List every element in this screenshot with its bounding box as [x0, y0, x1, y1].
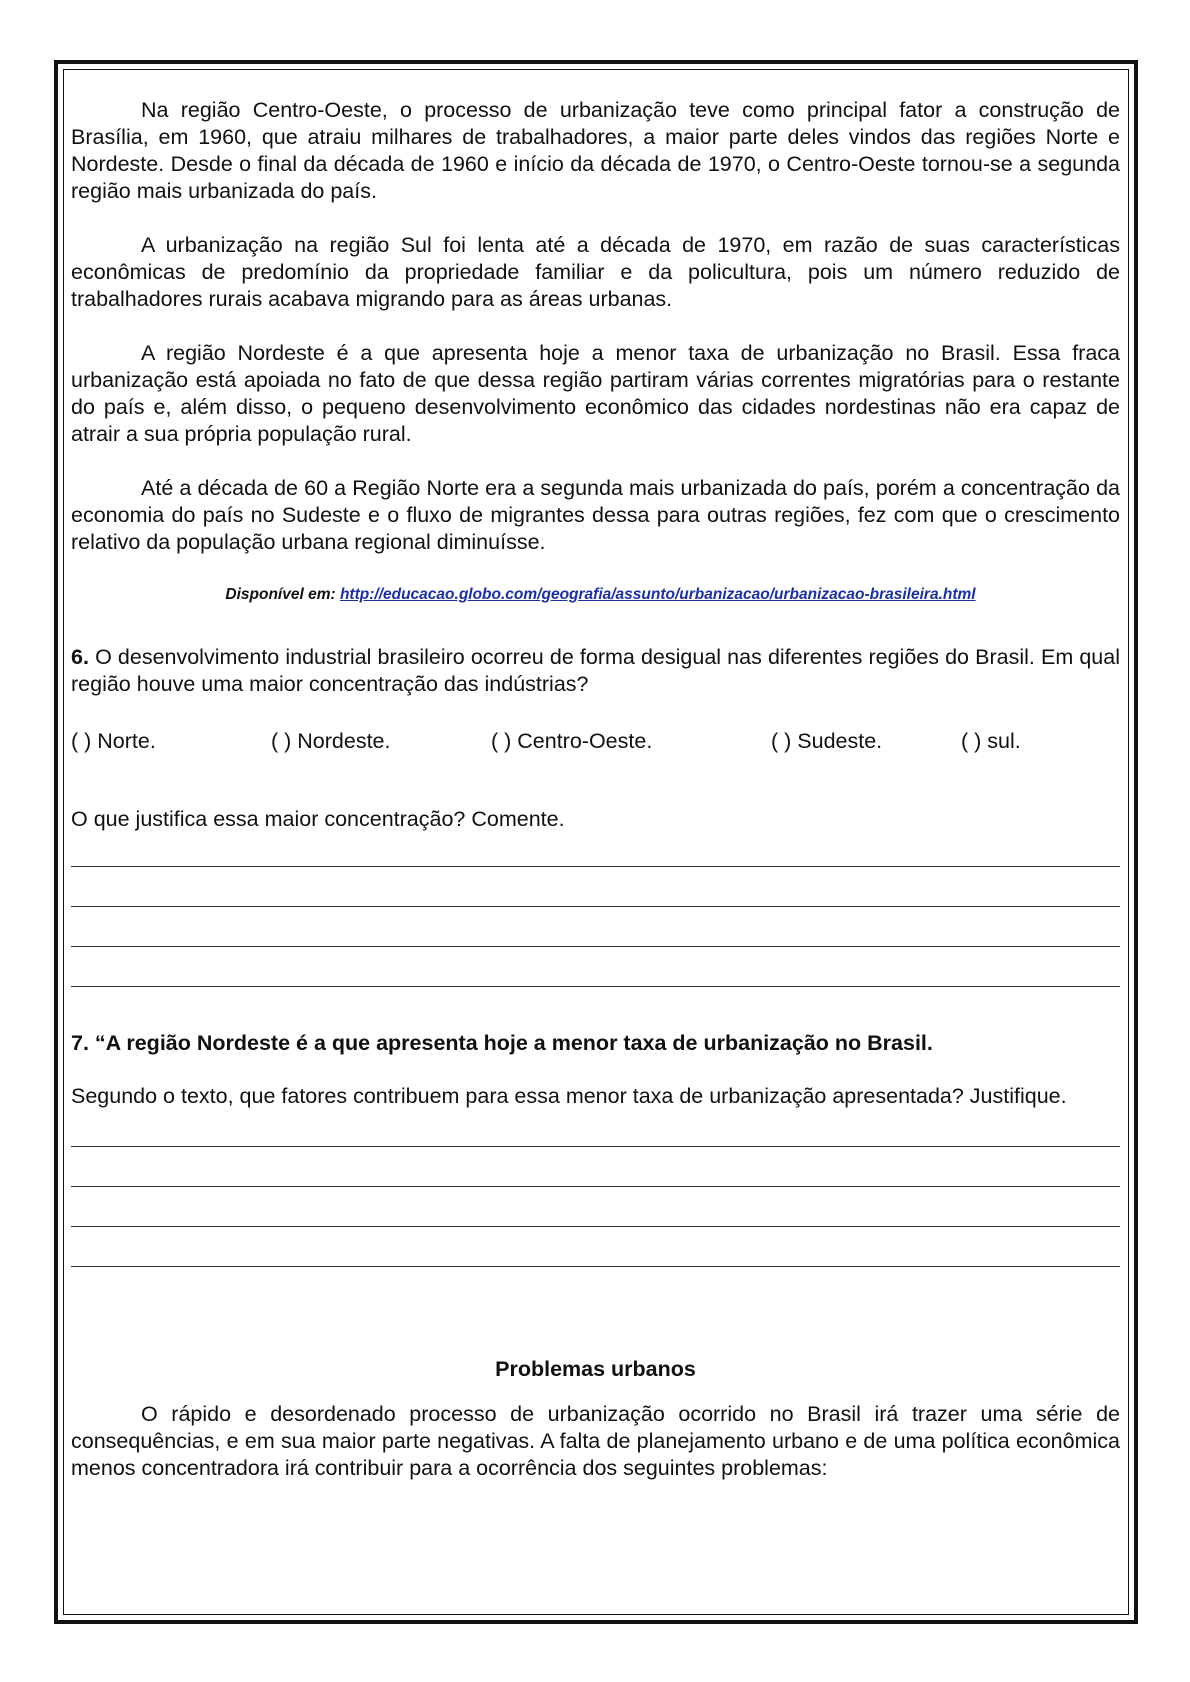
- option-norte[interactable]: ( ) Norte.: [71, 729, 156, 753]
- source-link[interactable]: http://educacao.globo.com/geografia/assunto/urbanizacao/urbanizacao-brasileira.html: [339, 586, 976, 603]
- worksheet-content: [71, 97, 1120, 1482]
- source-label: Disponível em:: [225, 586, 336, 603]
- paragraph-norte: Até a década de 60 a Região Norte era a segunda mais urbanizada do país, porém a concentração da economia do país no Sudeste e o fluxo de migrantes dessa para outras regiões, fez com que o crescimento relativo da população urbana regional diminuísse.: [71, 476, 1120, 554]
- section-heading: Problemas urbanos: [495, 1357, 696, 1381]
- question-6-options: [71, 728, 1120, 756]
- source-citation: [71, 581, 1120, 608]
- paragraph-nordeste: A região Nordeste é a que apresenta hoje a menor taxa de urbanização no Brasil. Essa fraca urbanização está apoiada no fato de que dessa região partiram várias correntes migratórias para o restante do país e, além disso, o pequeno desenvolvimento econômico das cidades nordestinas não era capaz de atrair a sua própria população rural.: [71, 341, 1120, 446]
- answer-line[interactable]: [71, 1186, 1120, 1187]
- section-paragraph: O rápido e desordenado processo de urbanização ocorrido no Brasil irá trazer uma série de consequências, e em sua maior parte negativas. A falta de planejamento urbano e de uma política econômica menos concentradora irá contribuir para a ocorrência dos seguintes problemas:: [71, 1402, 1120, 1480]
- option-centro-oeste[interactable]: ( ) Centro-Oeste.: [491, 729, 653, 753]
- question-6-number: 6.: [71, 645, 89, 669]
- answer-line[interactable]: [71, 906, 1120, 907]
- option-nordeste[interactable]: ( ) Nordeste.: [271, 729, 391, 753]
- option-sul[interactable]: ( ) sul.: [961, 729, 1021, 753]
- answer-line[interactable]: [71, 1226, 1120, 1227]
- answer-line[interactable]: [71, 986, 1120, 987]
- paragraph-sul: A urbanização na região Sul foi lenta até a década de 1970, em razão de suas características econômicas de predomínio da propriedade familiar e da policultura, pois um número reduzido de trabalhadores rurais acabava migrando para as áreas urbanas.: [71, 233, 1120, 311]
- answer-line[interactable]: [71, 1266, 1120, 1267]
- paragraph-centro-oeste: Na região Centro-Oeste, o processo de urbanização teve como principal fator a construção de Brasília, em 1960, que atraiu milhares de trabalhadores, a maior parte deles vindos das regiões Norte e Nordeste. Desde o final da década de 1960 e início da década de 1970, o Centro-Oeste tornou-se a segunda região mais urbanizada do país.: [71, 98, 1120, 203]
- answer-line[interactable]: [71, 946, 1120, 947]
- answer-line[interactable]: [71, 866, 1120, 867]
- answer-line[interactable]: [71, 1146, 1120, 1147]
- question-7-text: Segundo o texto, que fatores contribuem para essa menor taxa de urbanização apresentada? Justifique.: [71, 1084, 1067, 1108]
- question-6-followup: O que justifica essa maior concentração? Comente.: [71, 807, 565, 831]
- question-7-title: 7. “A região Nordeste é a que apresenta hoje a menor taxa de urbanização no Brasil.: [71, 1031, 933, 1055]
- question-6-text: O desenvolvimento industrial brasileiro ocorreu de forma desigual nas diferentes regiões do Brasil. Em qual região houve uma maior concentração das indústrias?: [71, 645, 1120, 696]
- question-6: [71, 644, 1120, 698]
- option-sudeste[interactable]: ( ) Sudeste.: [771, 729, 883, 753]
